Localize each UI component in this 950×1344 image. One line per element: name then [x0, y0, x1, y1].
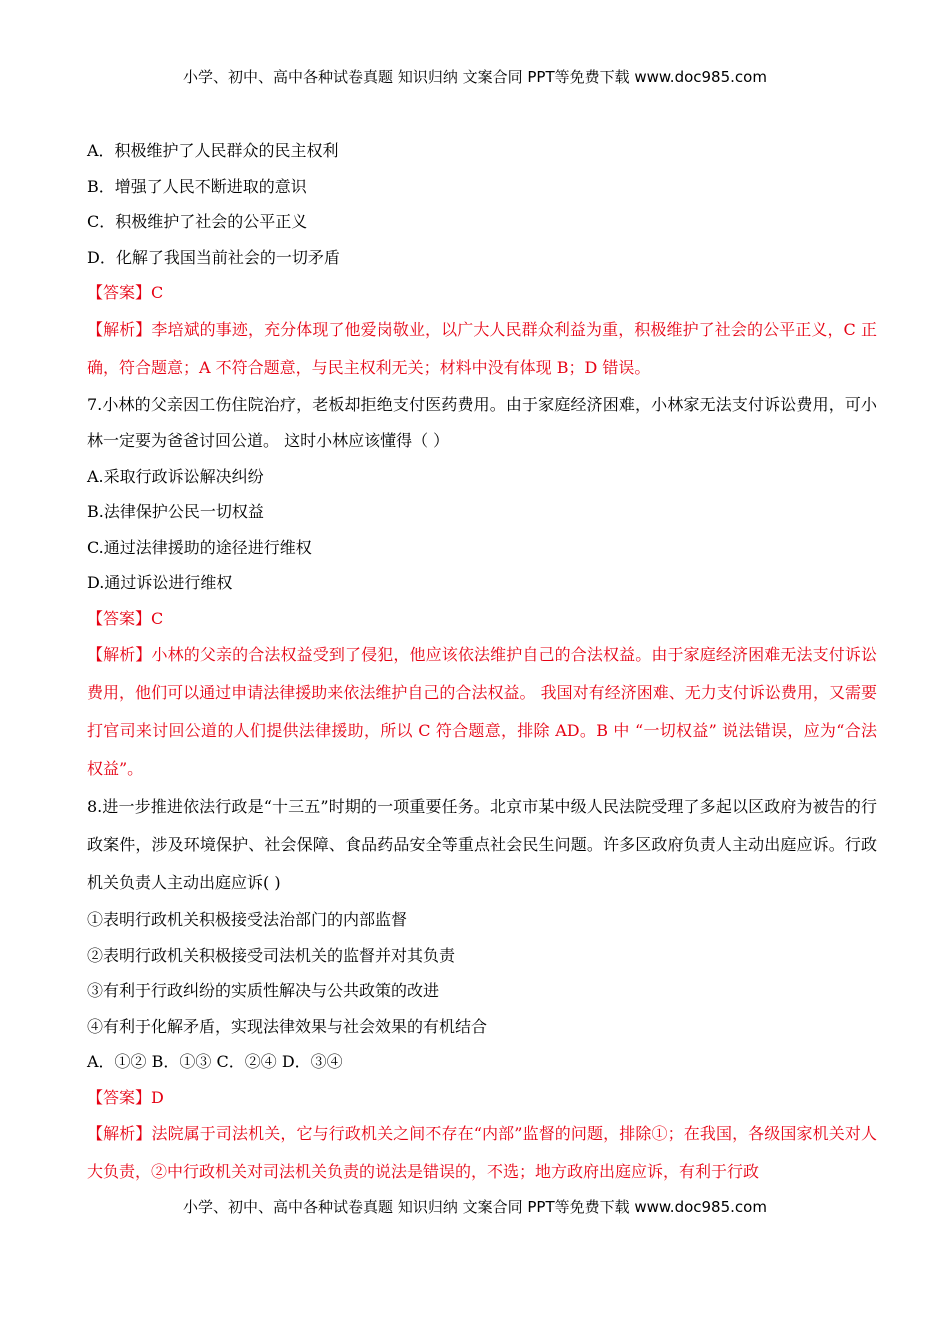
q7-option-c: C.通过法律援助的途径进行维权 — [87, 537, 312, 557]
q7-answer: 【答案】C — [87, 608, 164, 628]
q8-item-1: ①表明行政机关积极接受法治部门的内部监督 — [87, 910, 408, 929]
q7-stem: 7.小林的父亲因工伤住院治疗，老板却拒绝支付医药费用。由于家庭经济困难，小林家无法支付诉讼费用，可小林一定要为爸爸讨回公道。 这时小林应该懂得（ ） — [87, 394, 877, 450]
q6-option-b: B．增强了人民不断进取的意识 — [87, 176, 307, 196]
q6-option-d: D．化解了我国当前社会的一切矛盾 — [87, 247, 340, 267]
q8-analysis: 【解析】法院属于司法机关，它与行政机关之间不存在“内部”监督的问题，排除①；在我国，各级国家机关对人大负责，②中行政机关对司法机关负责的说法是错误的，不选；地方政府出庭应诉，有利于行政 — [87, 1124, 877, 1181]
page-content — [87, 133, 877, 1191]
q8-choices: A．①② B．①③ C．②④ D．③④ — [87, 1052, 343, 1071]
q6-analysis: 【解析】李培斌的事迹，充分体现了他爱岗敬业，以广大人民群众利益为重，积极维护了社会的公平正义，C 正确，符合题意；A 不符合题意，与民主权利无关；材料中没有体现 B；D 错误。 — [87, 319, 877, 377]
q7-option-b: B.法律保护公民一切权益 — [87, 502, 264, 521]
q7-analysis: 【解析】小林的父亲的合法权益受到了侵犯，他应该依法维护自己的合法权益。由于家庭经济困难无法支付诉讼费用，他们可以通过申请法律援助来依法维护自己的合法权益。 我国对有经济困难、无力支付诉讼费用，又需要打官司来讨回公道的人们提供法律援助，所以 C 符合题意，排除 AD。B 中 “一切权益” 说法错误，应为“合法权益”。 — [87, 645, 877, 778]
q8-item-3: ③有利于行政纠纷的实质性解决与公共政策的改进 — [87, 981, 440, 1000]
q8-stem: 8.进一步推进依法行政是“十三五”时期的一项重要任务。北京市某中级人民法院受理了多起以区政府为被告的行政案件，涉及环境保护、社会保障、食品药品安全等重点社会民生问题。许多区政府负责人主动出庭应诉。行政机关负责人主动出庭应诉( ) — [87, 797, 877, 892]
q7-option-a: A.采取行政诉讼解决纠纷 — [87, 466, 264, 486]
q6-option-c: C．积极维护了社会的公平正义 — [87, 212, 308, 231]
q6-option-a: A．积极维护了人民群众的民主权利 — [87, 141, 339, 160]
q7-option-d: D.通过诉讼进行维权 — [87, 573, 233, 592]
q8-item-4: ④有利于化解矛盾，实现法律效果与社会效果的有机结合 — [87, 1016, 488, 1036]
page-footer: 小学、初中、高中各种试卷真题 知识归纳 文案合同 PPT等免费下载 www.doc985.com — [183, 1198, 767, 1216]
q6-answer: 【答案】C — [87, 283, 164, 302]
page-header: 小学、初中、高中各种试卷真题 知识归纳 文案合同 PPT等免费下载 www.doc985.com — [183, 68, 767, 86]
q8-item-2: ②表明行政机关积极接受司法机关的监督并对其负责 — [87, 945, 456, 965]
q8-answer: 【答案】D — [87, 1087, 164, 1107]
